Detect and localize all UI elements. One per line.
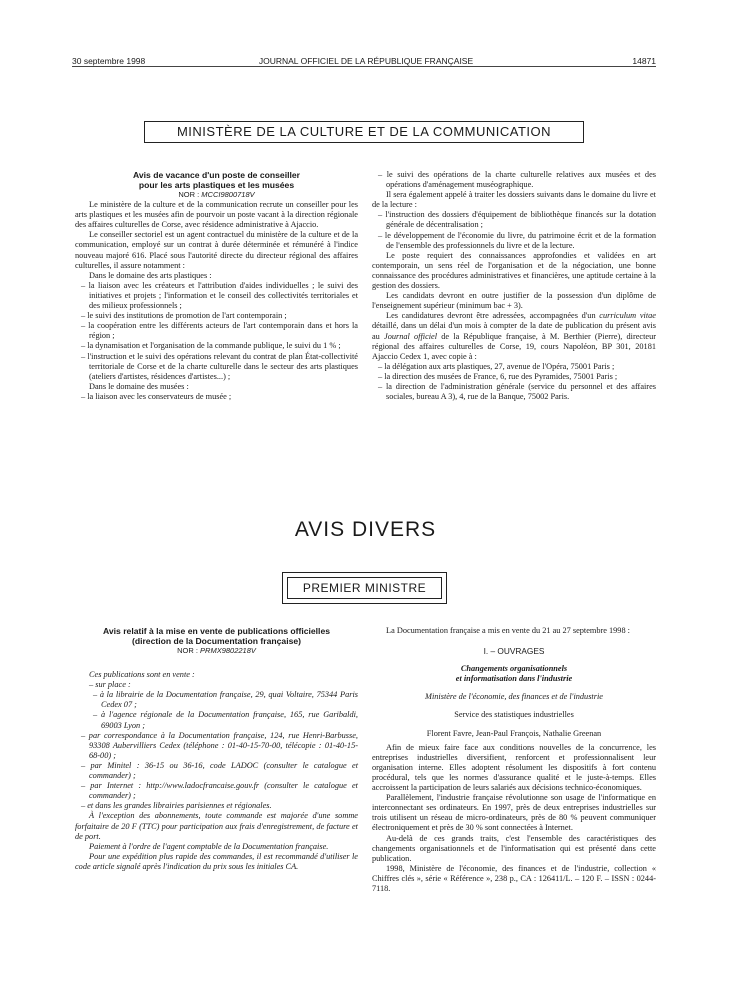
- publication-title: et informatisation dans l'industrie: [455, 674, 573, 684]
- header-rule: [72, 66, 656, 67]
- avis1-paragraph: Dans le domaine des musées :: [89, 381, 189, 391]
- avis1-list-item: – la délégation aux arts plastiques, 27, avenue de l'Opéra, 75001 Paris ;: [378, 361, 615, 371]
- avis1-paragraph: [372, 311, 656, 361]
- publication-service: Service des statistiques industrielles: [454, 710, 574, 720]
- avis1-list-item: – le suivi des institutions de promotion de l'art contemporain ;: [81, 311, 287, 321]
- avis1-list-item: – l'instruction des dossiers d'équipement de bibliothèque financés sur la dotation générale de décentralisation ;: [378, 210, 656, 230]
- avis2-sale-line: – par Internet : http://www.ladocfrancaise.gouv.fr (consulter le catalogue et commander) ;: [81, 781, 358, 801]
- avis1-title-line1: Avis de vacance d'un poste de conseiller: [133, 170, 300, 180]
- avis2-sale-line: – sur place :: [89, 680, 131, 690]
- avis2-paragraph: 1998, Ministère de l'économie, des finances et de l'industrie, collection « Chiffres clés », série « Référence », 238 p., CA : 126411/L. – 120 F. – ISSN : 0244-7118.: [372, 863, 656, 893]
- avis2-paragraph: La Documentation française a mis en vente du 21 au 27 septembre 1998 :: [386, 626, 630, 635]
- avis1-list-item: – le développement de l'économie du livre, du patrimoine écrit et de la formation de l'ensemble des professionnels du livre et de la lecture.: [378, 230, 656, 250]
- avis1-nor: [75, 190, 358, 200]
- nor-label: NOR :: [178, 190, 200, 199]
- avis1-paragraph: Les candidats devront en outre justifier de la possession d'un diplôme de l'enseignement supérieur (minimum bac + 3).: [372, 291, 656, 311]
- avis-divers-heading: AVIS DIVERS: [294, 518, 437, 541]
- avis1-paragraph: Dans le domaine des arts plastiques :: [89, 270, 212, 280]
- avis1-list-item: – la direction des musées de France, 6, rue des Pyramides, 75001 Paris ;: [378, 371, 618, 381]
- header-date: 30 septembre 1998: [72, 56, 146, 66]
- section-heading: I. – OUVRAGES: [483, 646, 545, 657]
- text-run: Les candidatures devront être adressées, accompagnées d'un: [386, 311, 600, 321]
- avis1-list-item: – le suivi des opérations de la charte culturelle relatives aux musées et des opérations d'aménagement muséographique.: [378, 170, 656, 190]
- avis1-list-item: – la liaison avec les créateurs et l'attribution d'aides individuelles ; le suivi des initiatives et projets ; l'information et le conseil des collectivités territoriales et des milieux professionnels ;: [81, 280, 358, 311]
- avis2-paragraph: Afin de mieux faire face aux conditions nouvelles de la concurrence, les entreprises industrielles diversifient, renforcent et professionnalisent leur organisation interne. Elles adoptent résolument les dispositifs à fort contenu procédural, tels que les normes d'assurance qualité et le juste-à-temps. Elles accroissent la participation de leurs salariés aux décisions technico-économiques.: [372, 742, 656, 793]
- avis1-right-column: [372, 170, 656, 402]
- nor-code: MCCI9800718V: [201, 190, 255, 199]
- avis1-list-item: – la direction de l'administration générale (service du personnel et des affaires sociales, bureau A 3), 4, rue de la Banque, 75002 Paris.: [378, 381, 656, 402]
- avis2-left-column: [75, 626, 358, 872]
- avis2-paragraph: Paiement à l'ordre de l'agent comptable de la Documentation française.: [89, 841, 329, 851]
- avis1-list-item: – la dynamisation et l'organisation de la commande publique, le suivi du 1 % ;: [81, 341, 341, 351]
- avis1-paragraph: Le ministère de la culture et de la communication recrute un conseiller pour les arts plastiques et les musées afin de pourvoir un poste vacant à la direction régionale des affaires culturelles de Corse, avec résidence administrative à Ajaccio.: [75, 200, 358, 230]
- avis1-title-line2: pour les arts plastiques et les musées: [138, 180, 295, 190]
- avis1-paragraph: Il sera également appelé à traiter les dossiers suivants dans le domaine du livre et de la lecture :: [372, 190, 656, 210]
- nor-label: NOR :: [177, 646, 198, 655]
- header-page-number: 14871: [632, 56, 656, 66]
- avis2-sale-line: Ces publications sont en vente :: [89, 670, 195, 680]
- header-journal: JOURNAL OFFICIEL DE LA RÉPUBLIQUE FRANÇAISE: [258, 56, 474, 66]
- avis1-left-column: [75, 170, 358, 402]
- avis2-sale-line: – par correspondance à la Documentation française, 124, rue Henri-Barbusse, 93308 Aubervilliers Cedex (téléphone : 01-40-15-70-00, télécopie : 01-40-15-68-00) ;: [81, 730, 358, 760]
- avis1-list-item: – l'instruction et le suivi des opérations relevant du contrat de plan État-collectivité territoriale de Corse et de la charte culturelle dans le secteur des arts plastiques (ateliers d'artistes, résidences d'artistes...) ;: [81, 351, 358, 381]
- avis2-right-column: [372, 626, 656, 894]
- publication-title: Changements organisationnels: [460, 664, 568, 674]
- avis2-nor: [75, 646, 358, 656]
- avis2-paragraph: À l'exception des abonnements, toute commande est majorée d'une somme forfaitaire de 20 F (TTC) pour participation aux frais d'enregistrement, de facture et de port.: [75, 811, 358, 841]
- text-run-italic: Journal officiel: [384, 331, 438, 341]
- avis1-paragraph: Le poste requiert des connaissances approfondies et validées en art contemporain, un sens réel de l'organisation et de la négociation, une bonne connaissance des procédures administratives et financières, une aptitude certaine à la gestion des dossiers.: [372, 250, 656, 291]
- avis2-sale-line: – à l'agence régionale de la Documentation française, 165, rue Garibaldi, 69003 Lyon ;: [93, 710, 358, 730]
- text-run: de la République française, à M. Berthier (Pierre), directeur régional des affaires culturelles de Corse, 19, cours Napoléon, BP 301, 20181 Ajaccio Cedex 1, avec copie à :: [372, 331, 656, 361]
- nor-code: PRMX9802218V: [200, 646, 256, 655]
- avis2-sale-line: – et dans les grandes librairies parisiennes et régionales.: [81, 801, 272, 811]
- avis1-list-item: – la liaison avec les conservateurs de musée ;: [81, 391, 232, 401]
- avis2-paragraph: Parallèlement, l'industrie française révolutionne son usage de l'informatique en interconnectant ses ordinateurs. En 1997, près de deux entreprises industrielles sur trois utilisent un réseau de micro-ordinateurs, près de 80 % peuvent communiquer électroniquement et près de 30 % sont connectées à Internet.: [372, 793, 656, 833]
- publication-authors: Florent Favre, Jean-Paul François, Nathalie Greenan: [426, 728, 602, 738]
- ministry-title: MINISTÈRE DE LA CULTURE ET DE LA COMMUNICATION: [144, 121, 584, 143]
- avis2-title-line2: (direction de la Documentation française): [131, 636, 302, 646]
- avis2-paragraph: Pour une expédition plus rapide des commandes, il est recommandé d'utiliser le code article signalé après l'indication du prix sous les initiales CA.: [75, 851, 358, 871]
- text-run-italic: curriculum vitae: [599, 311, 656, 321]
- avis2-title-line1: Avis relatif à la mise en vente de publications officielles: [102, 626, 331, 636]
- publication-ministry: Ministère de l'économie, des finances et de l'industrie: [425, 692, 603, 702]
- avis1-paragraph: Le conseiller sectoriel est un agent contractuel du ministère de la culture et de la communication, employé sur un contrat à durée déterminée et rémunéré à l'indice nouveau majoré 616. Placé sous l'autorité directe du directeur régional des affaires culturelles, il assure notamment :: [75, 230, 358, 270]
- avis2-sale-line: – par Minitel : 36-15 ou 36-16, code LADOC (consulter le catalogue et commander) ;: [81, 760, 358, 781]
- text-run: détaillé, dans un délai d'un mois à compter de la date de publication du présent avis au: [372, 321, 656, 341]
- avis2-sale-line: – à la librairie de la Documentation française, 29, quai Voltaire, 75344 Paris Cedex 07 ;: [93, 690, 358, 710]
- avis2-paragraph: Au-delà de ces grands traits, c'est l'ensemble des caractéristiques des changements organisationnels et de l'informatisation qui est présenté dans cette publication.: [372, 833, 656, 863]
- premier-ministre-title: PREMIER MINISTRE: [287, 577, 442, 599]
- avis1-list-item: – la coopération entre les différents acteurs de l'art contemporain dans et hors la région ;: [81, 321, 358, 341]
